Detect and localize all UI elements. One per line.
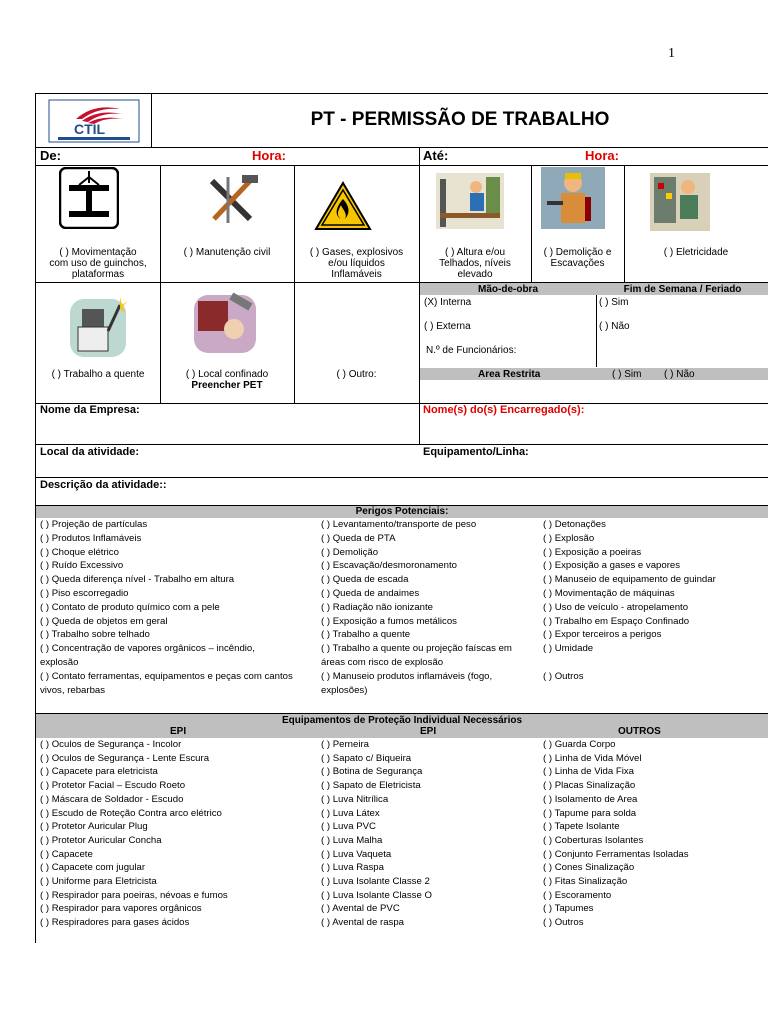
permit-form: [35, 93, 768, 943]
encarregados-field[interactable]: Nome(s) do(s) Encarregado(s):: [423, 404, 585, 416]
checklist-item[interactable]: ( ) Linha de Vida Móvel: [543, 752, 642, 764]
checklist-item[interactable]: ( ) Projeção de partículas: [40, 519, 148, 530]
checklist-item[interactable]: ( ) Respiradores para gases ácidos: [40, 917, 190, 929]
start-hour-label: Hora:: [252, 148, 286, 163]
checklist-item[interactable]: ( ) Outros: [543, 917, 584, 929]
checklist-item[interactable]: ( ) Guarda Corpo: [543, 739, 616, 750]
work-type-manutencao[interactable]: [161, 247, 293, 258]
work-type-label: plataformas: [71, 269, 125, 280]
flammable-warning-icon: [314, 181, 372, 231]
checklist-item[interactable]: ( ) Protetor Facial – Escudo Roeto: [40, 780, 186, 792]
confined-space-icon: [190, 291, 260, 357]
checklist-item[interactable]: ( ) Contato de produto químico com a pele: [40, 601, 220, 613]
ctil-logo: [48, 99, 140, 143]
epi-title: Equipamentos de Proteção Individual Necessários: [281, 715, 523, 726]
checklist-item: explosões): [321, 684, 368, 696]
numero-funcionarios[interactable]: N.º de Funcionários:: [426, 345, 517, 356]
checklist-item[interactable]: ( ) Placas Sinalização: [543, 780, 636, 792]
checklist-item[interactable]: ( ) Protetor Auricular Concha: [40, 834, 162, 846]
welding-icon: [66, 291, 130, 361]
checklist-item[interactable]: ( ) Conjunto Ferramentas Isoladas: [543, 848, 689, 860]
checklist-item[interactable]: ( ) Luva Isolante Classe 2: [321, 876, 430, 887]
work-type-altura[interactable]: [420, 247, 530, 280]
checklist-item[interactable]: ( ) Detonações: [543, 519, 606, 530]
height-work-icon: [436, 173, 504, 229]
checklist-item[interactable]: ( ) Exposição a fumos metálicos: [321, 615, 457, 627]
local-atividade-field[interactable]: Local da atividade:: [40, 446, 140, 458]
checklist-item[interactable]: ( ) Queda de PTA: [321, 532, 396, 544]
area-restrita-title: Area Restrita: [478, 369, 541, 380]
checklist-item[interactable]: ( ) Cones Sinalização: [543, 862, 635, 874]
perigos-title: Perigos Potenciais:: [355, 506, 449, 517]
form-title: PT - PERMISSÃO DE TRABALHO: [310, 109, 610, 130]
work-type-label: ( ) Manutenção civil: [183, 247, 271, 258]
work-type-label: Escavações: [550, 258, 605, 269]
equipamento-linha-field[interactable]: Equipamento/Linha:: [423, 446, 529, 458]
checklist-item[interactable]: ( ) Luva Vaqueta: [321, 848, 392, 860]
checklist-item[interactable]: ( ) Umidade: [543, 643, 594, 655]
checklist-item: vivos, rebarbas: [40, 684, 106, 696]
checklist-item[interactable]: ( ) Produtos Inflamáveis: [40, 532, 142, 544]
checklist-item[interactable]: ( ) Sapato de Eletricista: [321, 780, 421, 792]
checklist-item[interactable]: ( ) Exposição a poeiras: [543, 546, 642, 558]
work-type-label: com uso de guinchos,: [49, 258, 147, 269]
demolition-icon: [541, 167, 605, 229]
electricity-icon: [650, 173, 710, 231]
checklist-item[interactable]: ( ) Luva Nitrílica: [321, 793, 389, 805]
checklist-item[interactable]: ( ) Movimentação de máquinas: [543, 588, 675, 599]
work-type-label: ( ) Local confinado: [185, 369, 269, 380]
descricao-atividade-field[interactable]: Descrição da atividade::: [40, 479, 167, 491]
mao-de-obra-interna[interactable]: (X) Interna: [424, 297, 472, 308]
work-type-label: elevado: [457, 269, 493, 280]
checklist-item[interactable]: ( ) Concentração de vapores orgânicos – incêndio,: [40, 643, 255, 655]
checklist-item: áreas com risco de explosão: [321, 657, 444, 668]
work-type-label: ( ) Outro:: [336, 369, 377, 380]
checklist-item[interactable]: ( ) Isolamento de Area: [543, 793, 638, 805]
checklist-item[interactable]: ( ) Tapumes: [543, 903, 594, 915]
checklist-item[interactable]: ( ) Uso de veículo - atropelamento: [543, 601, 689, 613]
fim-semana-sim[interactable]: ( ) Sim: [599, 297, 629, 308]
checklist-item[interactable]: ( ) Manuseio produtos inflamáveis (fogo,: [321, 670, 493, 682]
work-type-label: Inflamáveis: [331, 269, 382, 280]
epi-head-1: EPI: [170, 726, 187, 737]
checklist-item[interactable]: ( ) Escavação/desmoronamento: [321, 560, 457, 572]
empresa-field[interactable]: Nome da Empresa:: [40, 404, 140, 416]
checklist-item[interactable]: ( ) Expor terceiros a perigos: [543, 629, 662, 641]
work-type-label: ( ) Movimentação: [59, 247, 137, 258]
area-restrita-nao[interactable]: ( ) Não: [664, 369, 695, 380]
checklist-item[interactable]: ( ) Escudo de Roteção Contra arco elétrico: [40, 807, 222, 819]
checklist-item[interactable]: ( ) Avental de raspa: [321, 917, 405, 929]
checklist-item[interactable]: ( ) Manuseio de equipamento de guindar: [543, 574, 716, 586]
work-type-label: ( ) Gases, explosivos: [309, 247, 404, 258]
checklist-item[interactable]: ( ) Sapato c/ Biqueira: [321, 752, 412, 764]
logo-text: CTIL: [74, 121, 106, 137]
start-date-label: De:: [40, 148, 61, 163]
end-date-label: Até:: [423, 148, 449, 163]
checklist-item[interactable]: ( ) Exposição a gases e vapores: [543, 560, 681, 572]
epi-head-2: EPI: [420, 726, 437, 737]
checklist-item[interactable]: ( ) Luva Látex: [321, 807, 380, 819]
crane-beam-icon: [59, 167, 119, 229]
epi-head-3: OUTROS: [618, 726, 661, 737]
area-restrita-sim[interactable]: ( ) Sim: [612, 369, 642, 380]
mao-de-obra-title: Mão-de-obra: [478, 284, 538, 295]
work-type-label: ( ) Demolição e: [543, 247, 612, 258]
checklist-item[interactable]: ( ) Tapume para solda: [543, 807, 637, 819]
work-type-label: ( ) Altura e/ou: [444, 247, 506, 258]
work-type-local-confinado[interactable]: [161, 369, 293, 391]
tools-icon: [204, 173, 260, 229]
checklist-item[interactable]: ( ) Queda de objetos em geral: [40, 615, 168, 627]
checklist-item[interactable]: ( ) Luva PVC: [321, 821, 376, 833]
work-type-outro[interactable]: [295, 369, 418, 380]
work-type-label: ( ) Trabalho a quente: [51, 369, 145, 380]
page-number: 1: [668, 46, 675, 61]
checklist-item[interactable]: ( ) Trabalho em Espaço Confinado: [543, 615, 690, 627]
checklist-item[interactable]: ( ) Demolição: [321, 546, 379, 558]
checklist-item[interactable]: ( ) Queda de escada: [321, 574, 409, 586]
work-type-label: e/ou líquidos: [328, 258, 385, 269]
work-type-trabalho-quente[interactable]: [38, 369, 158, 380]
checklist-item[interactable]: ( ) Oculos de Segurança - Incolor: [40, 739, 182, 750]
checklist-item[interactable]: ( ) Trabalho a quente: [321, 629, 411, 641]
work-type-label: ( ) Eletricidade: [663, 247, 729, 258]
checklist-item[interactable]: ( ) Luva Raspa: [321, 862, 384, 874]
work-type-eletricidade[interactable]: [625, 247, 767, 258]
mao-de-obra-externa[interactable]: ( ) Externa: [424, 321, 471, 332]
work-type-demolicao[interactable]: [532, 247, 623, 269]
checklist-item[interactable]: ( ) Levantamento/transporte de peso: [321, 519, 477, 530]
checklist-item[interactable]: ( ) Luva Malha: [321, 834, 383, 846]
fim-semana-nao[interactable]: ( ) Não: [599, 321, 630, 332]
end-hour-label: Hora:: [585, 148, 619, 163]
checklist-item[interactable]: ( ) Coberturas Isolantes: [543, 834, 644, 846]
checklist-item[interactable]: ( ) Choque elétrico: [40, 546, 119, 558]
checklist-item[interactable]: ( ) Perneira: [321, 739, 369, 750]
checklist-item[interactable]: ( ) Queda de andaimes: [321, 588, 420, 599]
checklist-item[interactable]: ( ) Linha de Vida Fixa: [543, 766, 635, 778]
work-type-gases[interactable]: [295, 247, 418, 280]
checklist-item[interactable]: ( ) Radiação não ionizante: [321, 601, 433, 613]
checklist-item[interactable]: ( ) Luva Isolante Classe O: [321, 889, 432, 901]
checklist-item[interactable]: ( ) Respirador para poeiras, névoas e fumos: [40, 889, 228, 901]
work-type-label: Telhados, níveis: [439, 258, 511, 269]
checklist-item[interactable]: ( ) Capacete: [40, 848, 93, 860]
checklist-item[interactable]: ( ) Tapete Isolante: [543, 821, 620, 833]
checklist-item[interactable]: ( ) Queda diferença nível - Trabalho em altura: [40, 574, 235, 586]
checklist-item[interactable]: ( ) Respirador para vapores orgânicos: [40, 903, 202, 915]
checklist-item[interactable]: ( ) Máscara de Soldador - Escudo: [40, 793, 184, 805]
checklist-item[interactable]: ( ) Ruído Excessivo: [40, 560, 124, 572]
checklist-item[interactable]: ( ) Escoramento: [543, 889, 612, 901]
checklist-item[interactable]: ( ) Capacete para eletricista: [40, 766, 158, 778]
checklist-item[interactable]: ( ) Protetor Auricular Plug: [40, 821, 148, 833]
checklist-item[interactable]: ( ) Contato ferramentas, equipamentos e peças com cantos: [40, 670, 293, 682]
checklist-item[interactable]: ( ) Piso escorregadio: [40, 588, 129, 599]
checklist-item: explosão: [40, 657, 79, 668]
checklist-item[interactable]: ( ) Fitas Sinalização: [543, 876, 628, 887]
checklist-item[interactable]: ( ) Trabalho sobre telhado: [40, 629, 150, 641]
checklist-item[interactable]: ( ) Outros: [543, 670, 584, 682]
checklist-item[interactable]: ( ) Botina de Segurança: [321, 766, 423, 778]
checklist-item[interactable]: ( ) Avental de PVC: [321, 903, 400, 915]
checklist-item[interactable]: ( ) Capacete com jugular: [40, 862, 146, 874]
checklist-item[interactable]: ( ) Explosão: [543, 532, 595, 544]
checklist-item[interactable]: ( ) Oculos de Segurança - Lente Escura: [40, 752, 210, 764]
checklist-item[interactable]: ( ) Uniforme para Eletricista: [40, 876, 157, 887]
work-type-movimentacao[interactable]: [38, 247, 158, 280]
work-type-label: Preencher PET: [191, 380, 263, 391]
fim-semana-title: Fim de Semana / Feriado: [623, 284, 742, 295]
checklist-item[interactable]: ( ) Trabalho a quente ou projeção faíscas em: [321, 643, 512, 655]
